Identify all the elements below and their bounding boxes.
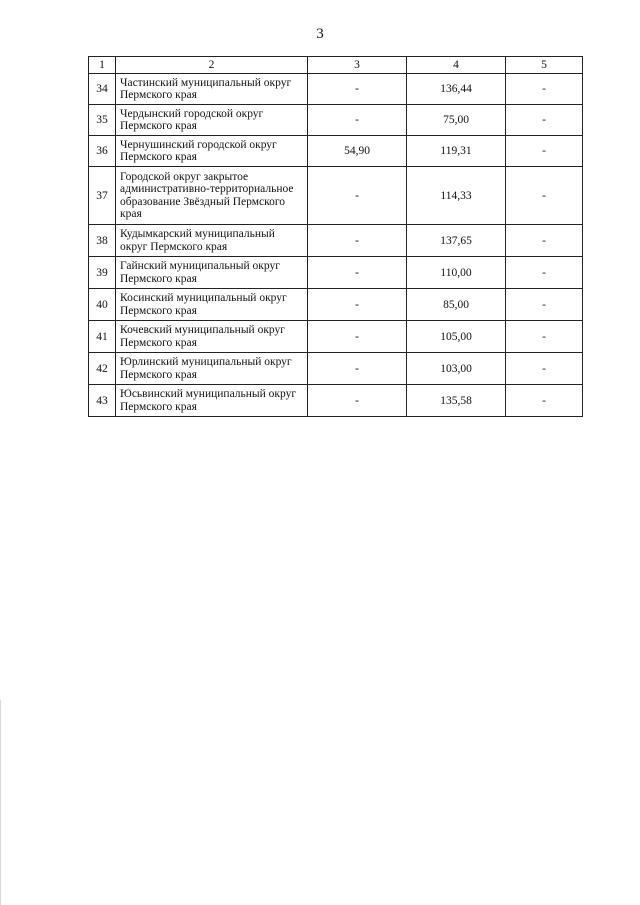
col-3-value: - — [308, 105, 407, 136]
table-row — [89, 167, 583, 225]
municipality-name: Юрлинский муниципальный округ Пермского края — [116, 353, 308, 385]
table-row — [89, 289, 583, 321]
table-row — [89, 353, 583, 385]
data-table — [88, 56, 583, 417]
municipality-name: Городской округ закрытое административно-территориальное образование Звёздный Пермского края — [116, 167, 308, 225]
col-5-value: - — [506, 225, 583, 257]
row-number: 36 — [89, 136, 116, 167]
col-4-value: 110,00 — [407, 257, 506, 289]
municipality-name: Частинский муниципальный округ Пермского края — [116, 74, 308, 105]
table-row — [89, 385, 583, 417]
table-body — [89, 74, 583, 417]
header-row — [89, 57, 583, 74]
table-row — [89, 105, 583, 136]
row-number: 37 — [89, 167, 116, 225]
col-4-value: 85,00 — [407, 289, 506, 321]
col-3-value: - — [308, 167, 407, 225]
table-row — [89, 257, 583, 289]
row-number: 40 — [89, 289, 116, 321]
col-3-value: - — [308, 74, 407, 105]
municipality-name: Юсьвинский муниципальный округ Пермского края — [116, 385, 308, 417]
col-3-value: - — [308, 257, 407, 289]
col-4-value: 105,00 — [407, 321, 506, 353]
col-5-value: - — [506, 257, 583, 289]
table-row — [89, 136, 583, 167]
municipality-name: Чернушинский городской округ Пермского края — [116, 136, 308, 167]
table-row — [89, 321, 583, 353]
municipality-name: Косинский муниципальный округ Пермского края — [116, 289, 308, 321]
header-col-4: 4 — [407, 57, 506, 74]
col-5-value: - — [506, 105, 583, 136]
municipality-name: Гайнский муниципальный округ Пермского края — [116, 257, 308, 289]
row-number: 42 — [89, 353, 116, 385]
header-col-3: 3 — [308, 57, 407, 74]
municipality-name: Чердынский городской округ Пермского края — [116, 105, 308, 136]
row-number: 35 — [89, 105, 116, 136]
col-5-value: - — [506, 353, 583, 385]
col-3-value: - — [308, 289, 407, 321]
col-5-value: - — [506, 321, 583, 353]
page-number: 3 — [316, 26, 324, 42]
col-3-value: 54,90 — [308, 136, 407, 167]
col-4-value: 103,00 — [407, 353, 506, 385]
row-number: 34 — [89, 74, 116, 105]
header-col-2: 2 — [116, 57, 308, 74]
col-5-value: - — [506, 74, 583, 105]
col-5-value: - — [506, 289, 583, 321]
table-row — [89, 225, 583, 257]
col-3-value: - — [308, 385, 407, 417]
col-4-value: 135,58 — [407, 385, 506, 417]
col-3-value: - — [308, 353, 407, 385]
municipality-name: Кочевский муниципальный округ Пермского края — [116, 321, 308, 353]
row-number: 41 — [89, 321, 116, 353]
col-5-value: - — [506, 136, 583, 167]
row-number: 39 — [89, 257, 116, 289]
col-5-value: - — [506, 385, 583, 417]
header-col-1: 1 — [89, 57, 116, 74]
table-row — [89, 74, 583, 105]
col-4-value: 136,44 — [407, 74, 506, 105]
col-4-value: 114,33 — [407, 167, 506, 225]
col-3-value: - — [308, 225, 407, 257]
col-5-value: - — [506, 167, 583, 225]
col-4-value: 75,00 — [407, 105, 506, 136]
col-3-value: - — [308, 321, 407, 353]
table-header — [89, 57, 583, 74]
header-col-5: 5 — [506, 57, 583, 74]
row-number: 43 — [89, 385, 116, 417]
col-4-value: 137,65 — [407, 225, 506, 257]
row-number: 38 — [89, 225, 116, 257]
municipality-name: Кудымкарский муниципальный округ Пермского края — [116, 225, 308, 257]
scan-edge-line — [0, 700, 1, 905]
col-4-value: 119,31 — [407, 136, 506, 167]
